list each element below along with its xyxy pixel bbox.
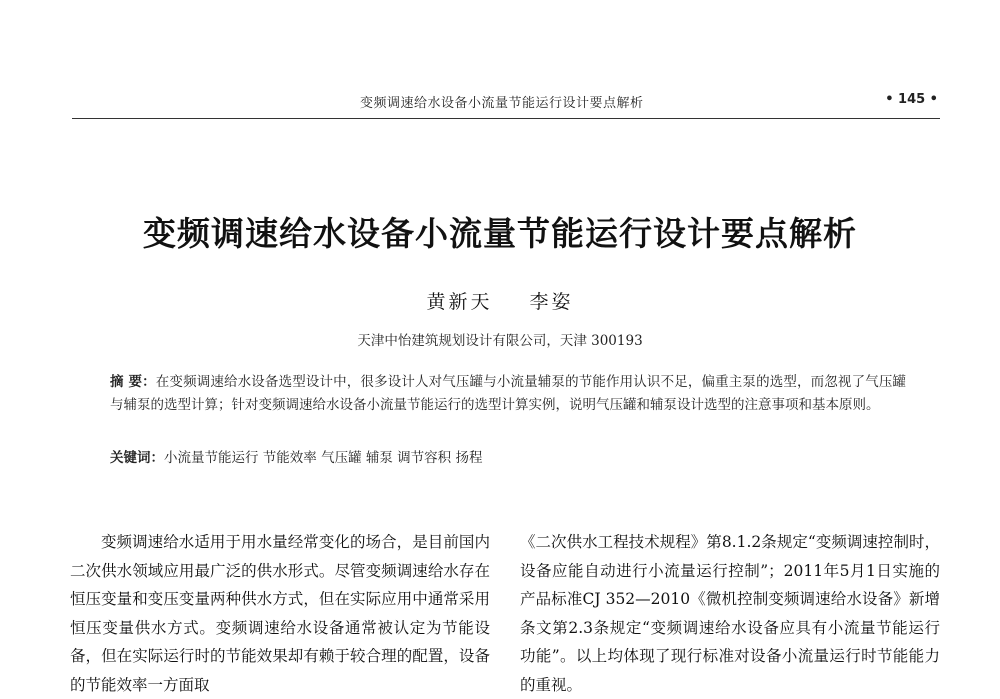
keywords-label: 关键词： — [110, 450, 164, 466]
author-name: 黄新天 — [426, 291, 493, 313]
page-number: • 145 • — [885, 92, 938, 107]
running-head-title: 变频调速给水设备小流量节能运行设计要点解析 — [360, 96, 644, 111]
affiliation: 天津中怡建筑规划设计有限公司，天津 300193 — [357, 333, 643, 349]
running-head — [0, 92, 1000, 112]
body-column-right: 《二次供水工程技术规程》第8.1.2条规定“变频调速控制时，设备应能自动进行小流量运行控制”；2011年5月1日实施的产品标准CJ 352—2010《微机控制变频调速给水设备》新增条文第2.3条规定“变频调速给水设备应具有小流量节能运行功能”。以上均体现了现行标准对设备小流量运行时节能能力的重视。 — [520, 533, 940, 694]
keywords — [110, 447, 906, 470]
article-title: 变频调速给水设备小流量节能运行设计要点解析 — [143, 214, 857, 253]
abstract — [110, 371, 906, 417]
author-name: 李姿 — [529, 291, 574, 313]
keywords-text: 小流量节能运行 节能效率 气压罐 辅泵 调节容积 扬程 — [164, 450, 483, 466]
body-column-left: 变频调速给水适用于用水量经常变化的场合，是目前国内二次供水领域应用最广泛的供水形式。尽管变频调速给水存在恒压变量和变压变量两种供水方式，但在实际应用中通常采用恒压变量供水方式。变频调速给水设备通常被认定为节能设备，但在实际运行时的节能效果却有赖于较合理的配置，设备的节能效率一方面取 — [70, 533, 490, 694]
author-list — [0, 287, 1000, 314]
abstract-label: 摘 要： — [110, 374, 156, 390]
header-rule — [72, 118, 940, 119]
abstract-text: 在变频调速给水设备选型设计中，很多设计人对气压罐与小流量辅泵的节能作用认识不足，偏重主泵的选型，而忽视了气压罐与辅泵的选型计算；针对变频调速给水设备小流量节能运行的选型计算实例，说明气压罐和辅泵设计选型的注意事项和基本原则。 — [110, 374, 907, 413]
